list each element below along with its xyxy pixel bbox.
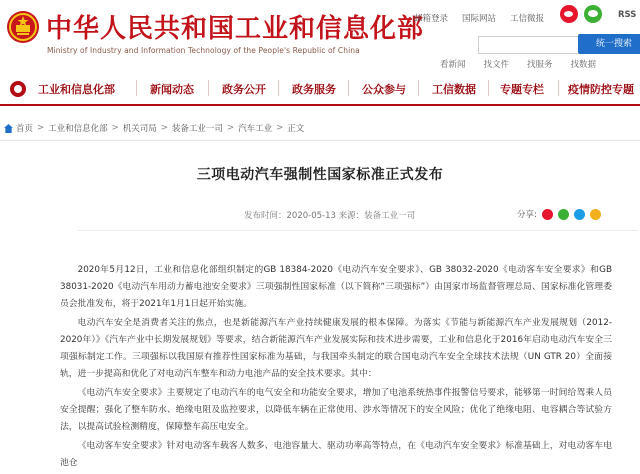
share-label: 分享: xyxy=(517,210,537,220)
rss-link[interactable]: RSS xyxy=(618,10,637,20)
national-emblem-icon[interactable] xyxy=(6,10,40,44)
article-paragraph: 《电动汽车安全要求》主要规定了电动汽车的电气安全和功能安全要求，增加了电池系统热事件报警信号要求，能够第一时间给驾乘人员安全提醒；强化了整车防水、绝缘电阻及监控要求，以降低车辆在正常使用、涉水等情况下的安全风险；优化了绝缘电阻、电容耦合等试验方法，以提高试验检测精度，保障整车高压电安全。 xyxy=(60,388,612,432)
site-header xyxy=(0,0,640,70)
article-body xyxy=(60,262,612,474)
top-links xyxy=(414,12,544,24)
weibo-icon[interactable] xyxy=(560,5,578,23)
nav-item-public-participation[interactable]: 公众参与 xyxy=(362,83,406,96)
nav-item-special-topics[interactable]: 专题专栏 xyxy=(500,83,544,96)
article-paragraph: 《电动客车安全要求》针对电动客车载客人数多、电池容量大、驱动功率高等特点，在《电动汽车安全要求》标准基础上，对电动客车电池仓 xyxy=(60,441,612,468)
breadcrumb-equipment-dept[interactable]: 装备工业一司 xyxy=(171,124,223,134)
nav-item-epidemic[interactable]: 疫情防控专题 xyxy=(568,83,634,96)
nav-item-ministry[interactable]: 工业和信息化部 xyxy=(38,83,115,96)
share-weibo-icon[interactable] xyxy=(542,209,553,220)
home-icon xyxy=(4,124,13,133)
nav-divider xyxy=(488,80,489,96)
breadcrumb-current: 正文 xyxy=(287,124,305,134)
mail-login-link[interactable]: 邮箱登录 xyxy=(414,14,449,24)
share-wechat-icon[interactable] xyxy=(558,209,569,220)
quick-link-services[interactable]: 找服务 xyxy=(527,60,553,70)
quick-link-news[interactable]: 看新闻 xyxy=(440,60,466,70)
share-more-icon[interactable] xyxy=(590,209,601,220)
nav-logo-icon[interactable] xyxy=(10,81,26,97)
breadcrumb-separator: > xyxy=(37,123,45,133)
breadcrumb-divider xyxy=(0,140,640,141)
breadcrumb-ministry[interactable]: 工业和信息化部 xyxy=(48,124,108,134)
nav-item-news[interactable]: 新闻动态 xyxy=(150,83,194,96)
nav-divider xyxy=(418,80,419,96)
breadcrumb-separator: > xyxy=(226,123,235,133)
breadcrumb-auto-industry[interactable]: 汽车工业 xyxy=(238,124,273,134)
main-nav xyxy=(0,72,640,106)
share-bar xyxy=(517,208,601,220)
unified-search-button[interactable]: 统一搜索 xyxy=(578,34,640,54)
wechat-icon[interactable] xyxy=(584,5,602,23)
article-title: 三项电动汽车强制性国家标准正式发布 xyxy=(196,167,444,183)
article-paragraph: 2020年5月12日，工业和信息化部组织制定的GB 18384-2020《电动汽车安全要求》、GB 38032-2020《电动客车安全要求》和GB 38031-2020《电动汽车用动力蓄电池安全要求》三项强制性国家标准（以下简称“三项强标”）由国家市场监督管理总局、国家标准化管理委员会批准发布，将于2021年1月1日起开始实施。 xyxy=(60,265,612,309)
nav-item-gov-services[interactable]: 政务服务 xyxy=(292,83,336,96)
breadcrumb xyxy=(0,122,640,136)
breadcrumb-separator: > xyxy=(160,123,168,133)
quick-link-data[interactable]: 找数据 xyxy=(570,60,597,70)
breadcrumb-departments[interactable]: 机关司局 xyxy=(122,124,157,134)
nav-item-data[interactable]: 工信数据 xyxy=(432,83,476,96)
nav-item-gov-affairs[interactable]: 政务公开 xyxy=(222,83,266,96)
share-qq-icon[interactable] xyxy=(574,209,585,220)
breadcrumb-separator: > xyxy=(111,123,119,133)
quick-links xyxy=(440,58,596,70)
nav-divider xyxy=(278,80,279,96)
article-divider xyxy=(78,230,638,231)
article-meta: 发布时间：2020-05-13 来源：装备工业一司 xyxy=(244,211,416,221)
nav-divider xyxy=(136,80,137,96)
weibao-link[interactable]: 工信微报 xyxy=(510,14,545,24)
search-input[interactable] xyxy=(478,36,578,54)
quick-link-files[interactable]: 找文件 xyxy=(483,60,510,70)
breadcrumb-home[interactable]: 首页 xyxy=(16,124,34,134)
nav-divider xyxy=(208,80,209,96)
international-site-link[interactable]: 国际网站 xyxy=(462,14,497,24)
site-subtitle: Ministry of Industry and Information Technology of the People's Republic of China xyxy=(47,46,360,55)
breadcrumb-separator: > xyxy=(276,123,284,133)
article-paragraph: 电动汽车安全是消费者关注的焦点，也是新能源汽车产业持续健康发展的根本保障。为落实《节能与新能源汽车产业发展规划（2012-2020年）》《汽车产业中长期发展规划》等要求，结合新能源汽车产业发展实际和技术进步需要，工业和信息化于2016年启动电动汽车安全三项强标制定工作。三项强标以我国原有推荐性国家标准为基础，与我国牵头制定的联合国电动汽车安全全球技术法规（UN GTR 20）全面接轨，进一步提高和优化了对电动汽车整车和动力电池产品的安全技术要求。其中： xyxy=(60,318,612,379)
nav-divider xyxy=(558,80,559,96)
nav-divider xyxy=(348,80,349,96)
site-title[interactable]: 中华人民共和国工业和信息化部 xyxy=(46,14,425,44)
